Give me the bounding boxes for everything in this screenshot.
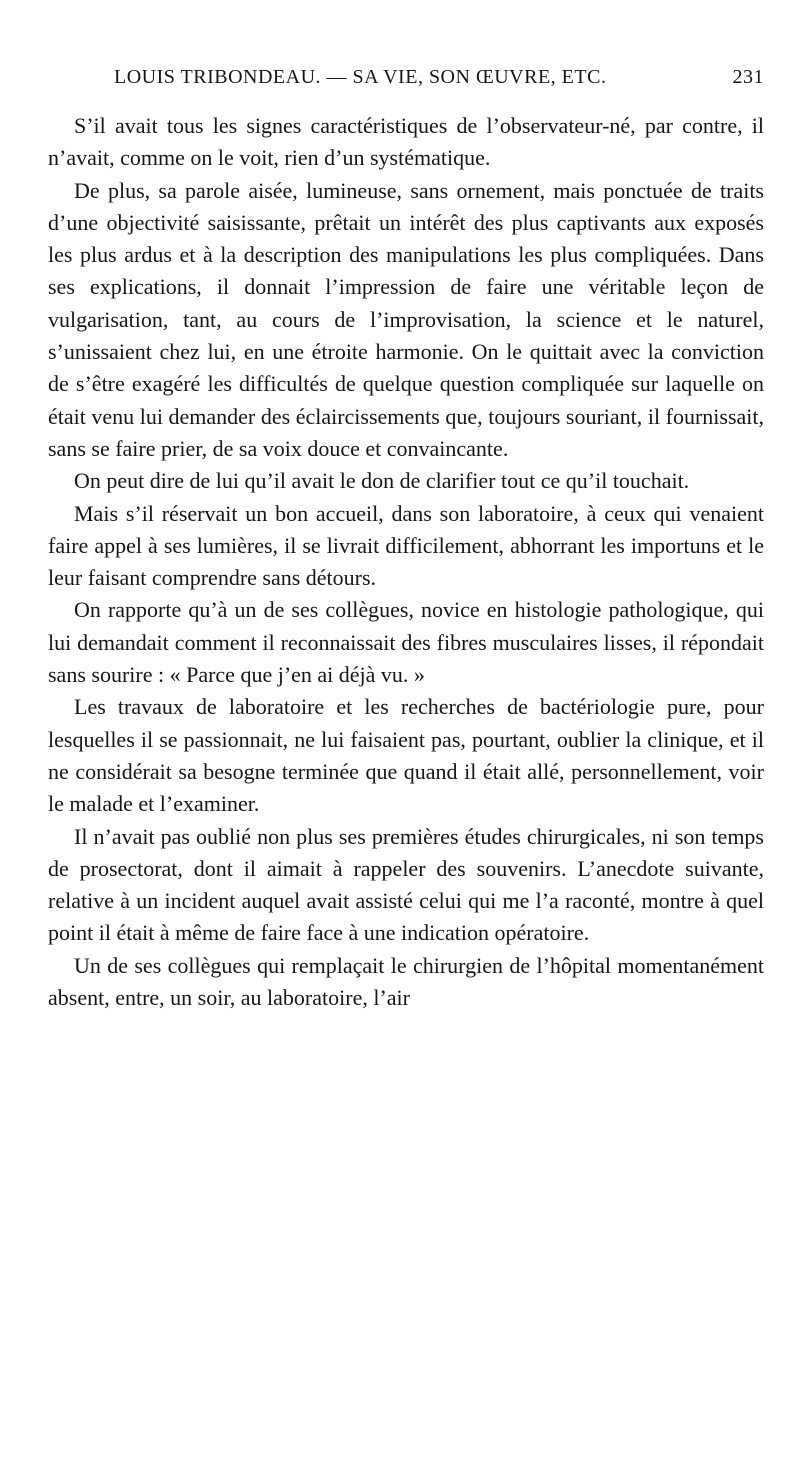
paragraph: On peut dire de lui qu’il avait le don de clarifier tout ce qu’il touchait. xyxy=(74,468,690,494)
page-number: 231 xyxy=(732,66,764,88)
body-text xyxy=(48,110,764,1014)
running-title: LOUIS TRIBONDEAU. — SA VIE, SON ŒUVRE, ETC. xyxy=(114,66,607,88)
running-header xyxy=(48,64,764,96)
paragraph: S’il avait tous les signes caractéristiques de l’observateur-né, par contre, il n’avait, comme on le voit, rien d’un systématique. xyxy=(48,113,764,171)
paragraph: Il n’avait pas oublié non plus ses premières études chirurgicales, ni son temps de prosectorat, dont il aimait à rappeler des souvenirs. L’anecdote suivante, relative à un incident auquel avait assisté celui qui me l’a raconté, montre à quel point il était à même de faire face à une indication opératoire. xyxy=(48,823,764,946)
paragraph: On rapporte qu’à un de ses collègues, novice en histologie pathologique, qui lui demandait comment il reconnaissait des fibres musculaires lisses, il répondait sans sourire : « Parce que j’en ai déjà vu. » xyxy=(48,597,764,688)
paragraph: Les travaux de laboratoire et les recherches de bactériologie pure, pour lesquelles il se passionnait, ne lui faisaient pas, pourtant, oublier la clinique, et il ne considérait sa besogne terminée que quand il était allé, personnellement, voir le malade et l’examiner. xyxy=(48,694,764,817)
book-page xyxy=(48,64,764,1014)
paragraph: Un de ses collègues qui remplaçait le chirurgien de l’hôpital momentanément absent, entre, un soir, au laboratoire, l’air xyxy=(48,952,764,1011)
paragraph: De plus, sa parole aisée, lumineuse, sans ornement, mais ponctuée de traits d’une objectivité saisissante, prêtait un intérêt des plus captivants aux exposés les plus ardus et à la description des manipulations les plus compliquées. Dans ses explications, il donnait l’impression de faire une véritable leçon de vulgarisation, tant, au cours de l’improvisation, la science et le naturel, s’unissaient chez lui, en une étroite harmonie. On le quittait avec la conviction de s’être exagéré les difficultés de quelque question compliquée sur laquelle on était venu lui demander des éclaircissements que, toujours souriant, il fournissait, sans se faire prier, de sa voix douce et convaincante. xyxy=(48,177,764,461)
paragraph: Mais s’il réservait un bon accueil, dans son laboratoire, à ceux qui venaient faire appel à ses lumières, il se livrait difficilement, abhorrant les importuns et le leur faisant comprendre sans détours. xyxy=(48,500,764,591)
